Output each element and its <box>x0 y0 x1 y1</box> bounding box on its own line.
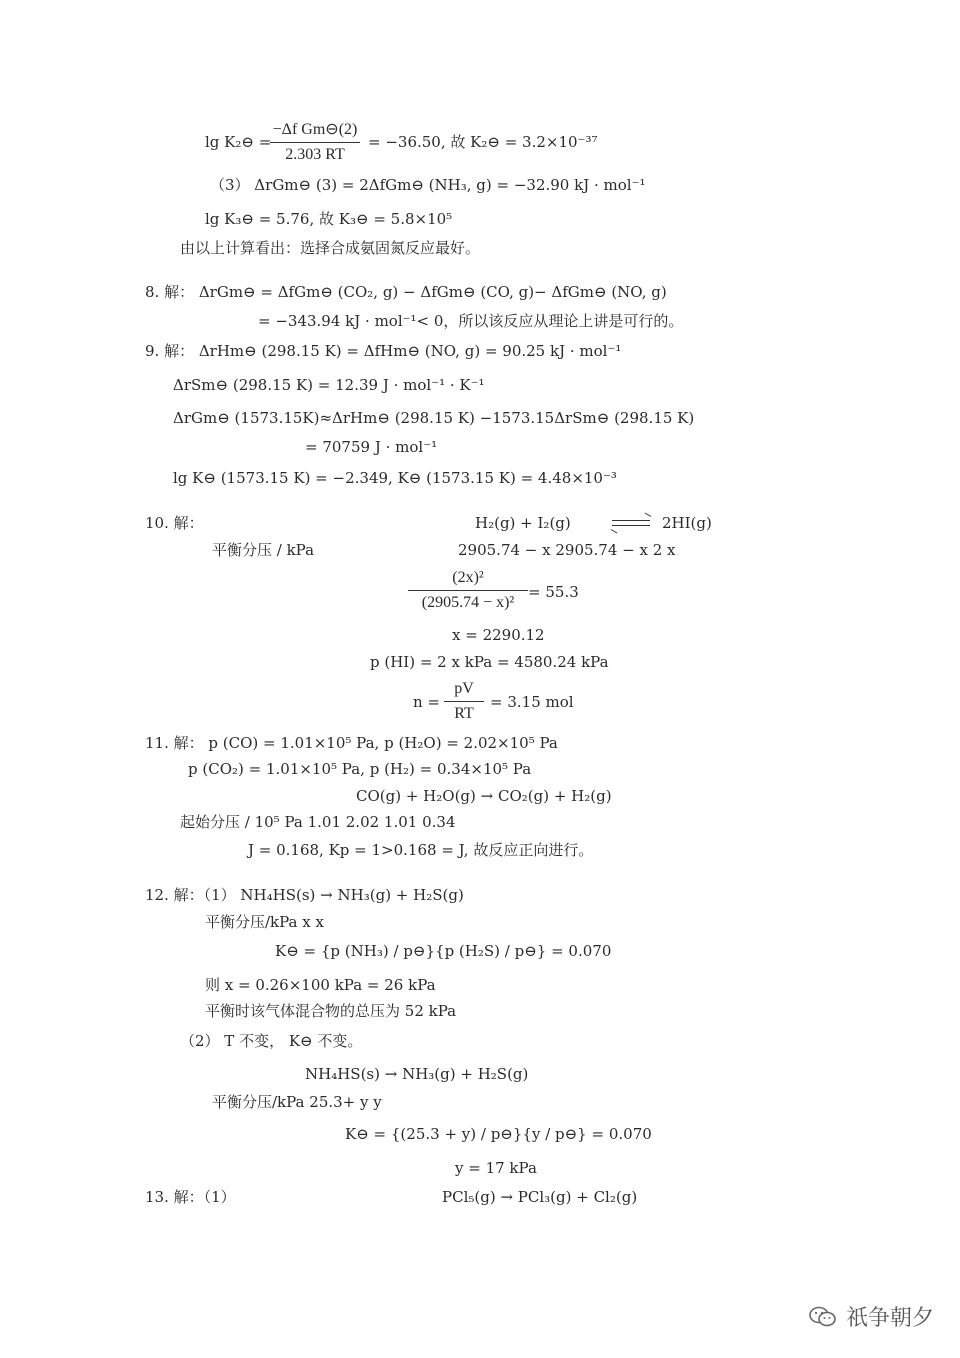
problem-10-products: 2HI(g) <box>662 514 712 532</box>
fraction-denominator: RT <box>454 705 474 722</box>
problem-10-n-fraction <box>444 680 484 723</box>
problem-11-conclusion: J = 0.168, Kp = 1>0.168 = J, 故反应正向进行。 <box>248 841 594 859</box>
problem-12-reaction-2: NH₄HS(s) → NH₃(g) + H₂S(g) <box>305 1065 529 1083</box>
problem-9-line-1: 9. 解： ΔrHm⊖ (298.15 K) = ΔfHm⊖ (NO, g) = 90.25 kJ · mol⁻¹ <box>145 342 622 360</box>
problem-11-initial-pressure: 起始分压 / 10⁵ Pa 1.01 2.02 1.01 0.34 <box>180 813 456 831</box>
problem-12-x-value: 则 x = 0.26×100 kPa = 26 kPa <box>205 976 436 994</box>
problem-10-pressure-values: 2905.74 − x 2905.74 − x 2 x <box>458 541 676 559</box>
problem-10-fraction <box>408 569 528 612</box>
problem-9-line-4: = 70759 J · mol⁻¹ <box>305 438 438 456</box>
problem-12-y-value: y = 17 kPa <box>455 1159 537 1177</box>
problem-10-kvalue: = 55.3 <box>528 583 579 601</box>
problem-12-part2: （2） T 不变， K⊖ 不变。 <box>180 1032 363 1050</box>
watermark <box>808 1301 934 1332</box>
problem-11-line-2: p (CO₂) = 1.01×10⁵ Pa, p (H₂) = 0.34×10⁵ Pa <box>188 760 532 778</box>
problem-9-line-2: ΔrSm⊖ (298.15 K) = 12.39 J · mol⁻¹ · K⁻¹ <box>173 376 485 394</box>
wechat-icon <box>808 1305 838 1329</box>
problem-10-phi: p (HI) = 2 x kPa = 4580.24 kPa <box>370 653 609 671</box>
fraction-numerator: (2x)² <box>452 569 484 586</box>
problem-12-pressure-label-2: 平衡分压/kPa 25.3+ y y <box>212 1093 382 1111</box>
problem-13-reaction: PCl₅(g) → PCl₃(g) + Cl₂(g) <box>442 1188 638 1206</box>
eq-lgK2-fraction <box>270 119 360 164</box>
eq-step3-gibbs: （3） ΔrGm⊖ (3) = 2ΔfGm⊖ (NH₃, g) = −32.90 kJ · mol⁻¹ <box>210 176 646 194</box>
problem-11-line-1: 11. 解： p (CO) = 1.01×10⁵ Pa, p (H₂O) = 2.02×10⁵ Pa <box>145 734 558 752</box>
problem-9-line-5: lg K⊖ (1573.15 K) = −2.349, K⊖ (1573.15 K) = 4.48×10⁻³ <box>173 469 617 487</box>
problem-12-kexpr-2: K⊖ = {(25.3 + y) / p⊖}{y / p⊖} = 0.070 <box>345 1125 652 1143</box>
problem-12-pressure-label: 平衡分压/kPa x x <box>205 913 324 931</box>
problem-8-line-2: = −343.94 kJ · mol⁻¹< 0，所以该反应从理论上讲是可行的。 <box>258 312 684 330</box>
problem-12-total-pressure: 平衡时该气体混合物的总压为 52 kPa <box>205 1002 457 1020</box>
watermark-text: 祇争朝夕 <box>845 1306 934 1331</box>
problem-12-kexpr: K⊖ = {p (NH₃) / p⊖}{p (H₂S) / p⊖} = 0.070 <box>275 942 612 960</box>
fraction-denominator: (2905.74 − x)² <box>421 594 515 611</box>
problem-12-line-1: 12. 解：（1） NH₄HS(s) → NH₃(g) + H₂S(g) <box>145 886 464 904</box>
problem-10-reactants: H₂(g) + I₂(g) <box>475 514 571 532</box>
conclusion-text: 由以上计算看出：选择合成氨固氮反应最好。 <box>180 239 481 257</box>
problem-10-n-right: = 3.15 mol <box>490 693 574 711</box>
problem-10-n-left: n = <box>413 693 440 711</box>
eq-lgK3: lg K₃⊖ = 5.76, 故 K₃⊖ = 5.8×10⁵ <box>205 210 453 228</box>
problem-11-reaction: CO(g) + H₂O(g) → CO₂(g) + H₂(g) <box>356 787 612 805</box>
fraction-denominator: 2.303 RT <box>285 146 345 163</box>
problem-10-pressure-label: 平衡分压 / kPa <box>212 541 315 559</box>
eq-lgK2-right: = −36.50, 故 K₂⊖ = 3.2×10⁻³⁷ <box>368 133 598 151</box>
eq-lgK2-left: lg K₂⊖ = <box>205 133 272 151</box>
problem-8-line-1: 8. 解： ΔrGm⊖ = ΔfGm⊖ (CO₂, g) − ΔfGm⊖ (CO, g)− ΔfGm⊖ (NO, g) <box>145 283 667 301</box>
problem-9-line-3: ΔrGm⊖ (1573.15K)≈ΔrHm⊖ (298.15 K) −1573.15ΔrSm⊖ (298.15 K) <box>173 409 695 427</box>
problem-10-x-value: x = 2290.12 <box>452 626 545 644</box>
fraction-numerator: pV <box>454 680 474 697</box>
problem-13-label: 13. 解：（1） <box>145 1188 236 1206</box>
problem-10-label: 10. 解： <box>145 514 204 532</box>
equilibrium-arrow-icon <box>612 518 650 528</box>
fraction-numerator: −Δf Gm⊖(2) <box>272 121 358 138</box>
